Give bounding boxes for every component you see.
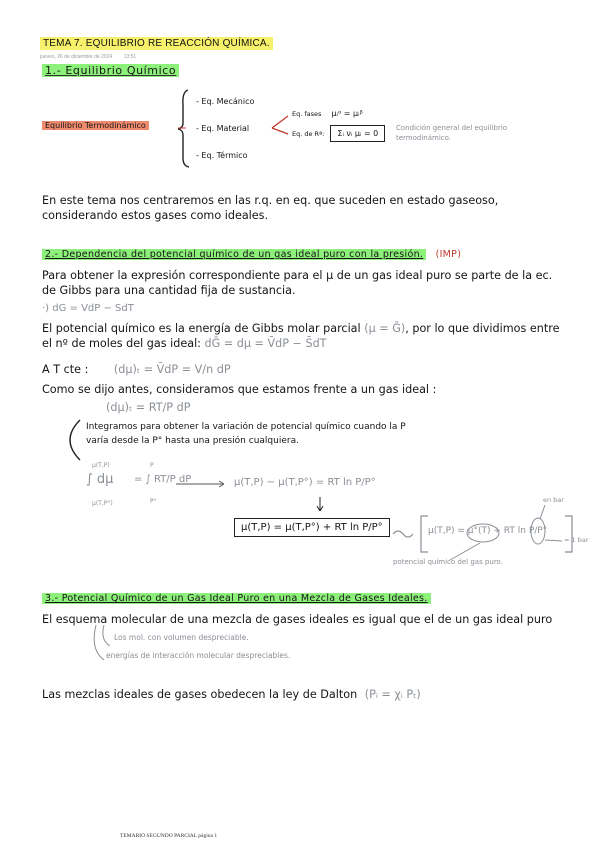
integral-lhs: ∫ dμ: [86, 472, 114, 487]
en-bar-label: en bar: [543, 496, 564, 504]
section2-paragraph3: Como se dijo antes, consideramos que estamos frente a un gas ideal :: [42, 383, 437, 396]
eq-fases: [292, 109, 363, 118]
branch-thermal: - Eq. Térmico: [196, 151, 248, 160]
ideal-formula: (dμ)ₜ = RT/P dP: [106, 401, 191, 414]
eq-ra: [292, 129, 385, 138]
page-footer: TEMARIO SEGUNDO PARCIAL página 1: [120, 833, 218, 839]
eq-ra-label: Eq. de Rª:: [292, 130, 325, 138]
section3-bullet2: energías de interacción molecular despreciables.: [106, 651, 291, 660]
tcte-formula: (dμ)ₜ = V̄dP = V/n dP: [113, 363, 231, 376]
section2-paragraph1: Para obtener la expresión correspondiente para el μ de un gas ideal puro se parte de la ec. de Gibbs para una cantidad fija de sustancia.: [42, 269, 553, 297]
section3-paragraph1: El esquema molecular de una mezcla de gases ideales es igual que el de un gas ideal puro: [42, 613, 553, 626]
section2-heading-text: 2.- Dependencia del potencial químico de un gas ideal puro con la presión.: [42, 249, 426, 260]
equilibrium-note: Condición general del equilibrio termodinámico.: [396, 124, 508, 142]
page-time: 13:51: [123, 54, 137, 60]
section3-p2-formula: (Pᵢ = χᵢ Pₜ): [364, 688, 421, 701]
integration-text: Integramos para obtener la variación de potencial químico cuando la P varía desde la P° hasta una presión cualquiera.: [86, 422, 406, 446]
gibbs-equation: ·) dG = VdP − SdT: [42, 303, 134, 314]
branch-material: - Eq. Material: [196, 124, 250, 133]
section2-heading: [42, 249, 461, 260]
page-date: jueves, 26 de diciembre de 2024: [40, 54, 113, 60]
integral-lower: μ(T,P°): [92, 500, 113, 507]
section3-bullet1: Los mol. con volumen despreciable.: [114, 633, 249, 642]
section1-heading-text: 1.- Equilibrio Químico: [42, 64, 179, 77]
boxed-result: μ(T,P) = μ(T,P°) + RT ln P/P°: [234, 518, 390, 537]
eq-ra-formula: Σᵢ νᵢ μᵢ = 0: [330, 125, 385, 142]
equilibrium-label-text: Equilibrio Termodinámico: [42, 121, 149, 130]
section2-p2-gray: (μ = Ḡ): [364, 322, 406, 335]
section1-paragraph: En este tema nos centraremos en las r.q. en eq. que suceden en estado gaseoso, considerando estos gases como ideales.: [42, 194, 499, 222]
eq-fases-label: Eq. fases: [292, 110, 322, 118]
section2-p2-a: El potencial químico es la energía de Gibbs molar parcial: [42, 322, 361, 335]
one-bar-label: = 1 bar: [564, 536, 589, 544]
section2-paragraph2: [42, 321, 562, 351]
eq-fases-formula: μᵢᵅ = μᵢᵝ: [331, 109, 363, 118]
integral-upper: μ(T,P): [92, 462, 110, 469]
boxed-alt: μ(T,P) = μ°(T) + RT ln P/P°: [428, 526, 548, 536]
integral-p-upper: P: [150, 462, 154, 469]
section2-p2-b: , por lo que dividimos entre el nº de moles del gas ideal:: [42, 322, 560, 350]
section3-p2-text: Las mezclas ideales de gases obedecen la ley de Dalton: [42, 688, 358, 701]
tcte-label: A T cte :: [42, 363, 89, 376]
std-potential-note: potencial químico del gas puro.: [393, 558, 503, 566]
section3-heading: [42, 593, 431, 604]
section3-heading-text: 3.- Potencial Químico de un Gas Ideal Puro en una Mezcla de Gases Ideales.: [42, 593, 431, 604]
integral-rhs: = ∫ RT/P dP: [134, 474, 192, 485]
integral-result: μ(T,P) − μ(T,P°) = RT ln P/P°: [234, 477, 376, 488]
section3-paragraph2: [42, 687, 421, 702]
tcte-line: [42, 362, 231, 377]
page-title-text: TEMA 7. EQUILIBRIO RE REACCIÓN QUÍMICA.: [40, 37, 273, 50]
integral-p-lower: P°: [150, 498, 157, 505]
section2-p2-formula: dḠ = dμ = V̄dP − S̄dT: [204, 337, 327, 350]
section2-tag: (IMP): [435, 249, 462, 260]
branch-mechanical: - Eq. Mecánico: [196, 97, 255, 106]
